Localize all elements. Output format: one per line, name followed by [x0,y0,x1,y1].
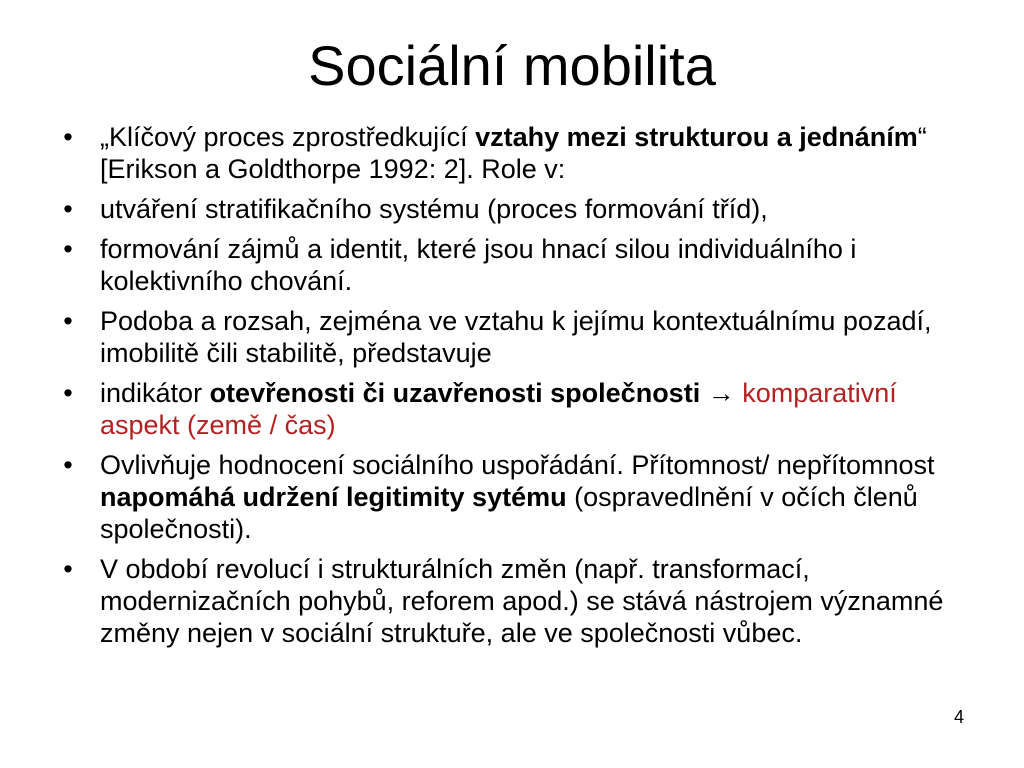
bullet-item-5 [63,377,980,441]
bullet-item-3 [63,233,980,297]
bullet-icon: • [63,194,73,224]
bullet-bold-text: vztahy mezi strukturou a jednáním [475,122,918,152]
bullet-text: Ovlivňuje hodnocení sociálního uspořádání. Přítomnost/ nepřítomnost [100,450,935,480]
bullet-item-1 [63,121,980,185]
slide-title: Sociální mobilita [308,34,716,97]
bullet-icon: • [63,450,73,480]
bullet-item-7 [63,553,980,649]
bullet-text: formování zájmů a identit, které jsou hnací silou individuálního i kolektivního chování. [100,234,857,296]
bullet-item-6 [63,449,980,545]
bullet-red-text: komparativní aspekt (země / čas) [100,378,897,440]
bullet-list [63,121,980,649]
bullet-text: utváření stratifikačního systému (proces formování tříd), [100,194,768,224]
bullet-item-4 [63,305,980,369]
page-number: 4 [953,707,964,727]
bullet-text: indikátor [100,378,210,408]
bullet-bold-text: napomáhá udržení legitimity sytému [100,482,567,512]
bullet-icon: • [63,306,73,336]
bullet-icon: • [63,234,73,264]
bullet-text: Podoba a rozsah, zejména ve vztahu k jejímu kontextuálnímu pozadí, imobilitě čili stabilitě, představuje [100,306,932,368]
bullet-icon: • [63,554,73,584]
bullet-icon: • [63,378,73,408]
bullet-text: (ospravedlnění v očích členů společnosti). [100,482,918,544]
bullet-icon: • [63,122,73,152]
bullet-text: V období revolucí i strukturálních změn (např. transformací, modernizačních pohybů, reforem apod.) se stává nástrojem významné změny nejen v sociální struktuře, ale ve společnosti vůbec. [100,554,944,648]
arrow-text: → [700,378,743,408]
bullet-text: “ [Erikson a Goldthorpe 1992: 2]. Role v: [100,122,927,184]
bullet-bold-text: otevřenosti či uzavřenosti společnosti [209,378,701,408]
bullet-text: „Klíčový proces zprostředkující [100,122,476,152]
bullet-item-2 [63,193,980,225]
